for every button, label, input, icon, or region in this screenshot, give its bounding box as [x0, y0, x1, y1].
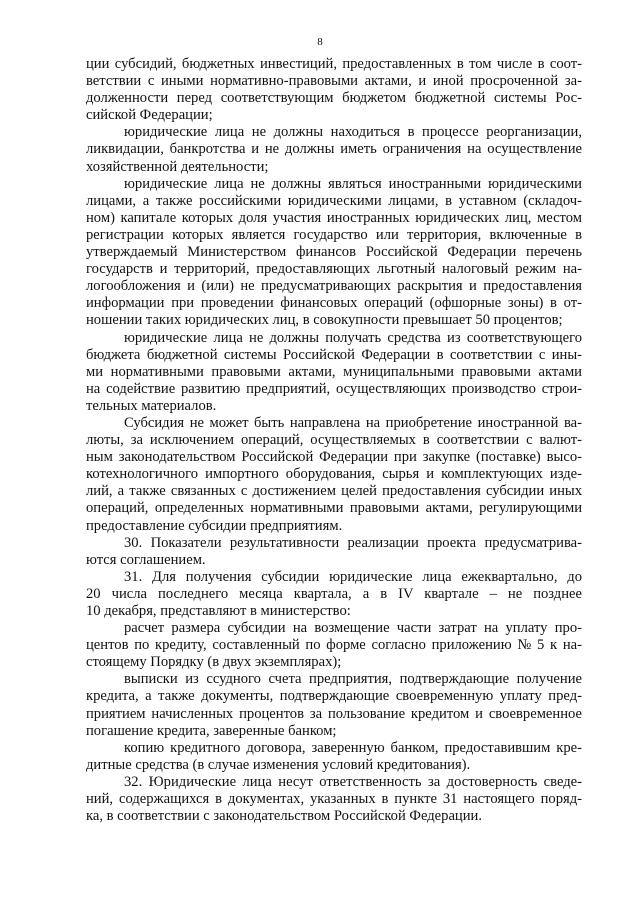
text-line: на содействие развитию предприятий, осуществляющих производство строи- [86, 380, 582, 397]
text-line: лицами, а также российскими юридическими лицами, в уставном (складоч- [86, 192, 582, 209]
text-line: 30. Показатели результативности реализации проекта предусматрива- [124, 534, 582, 551]
text-line: государств и территорий, предоставляющих льготный налоговый режим на- [86, 261, 582, 278]
text-line: юридические лица не должны находиться в процессе реорганизации, [124, 124, 582, 141]
text-line: долженности перед соответствующим бюджетом бюджетной системы Рос- [86, 90, 582, 107]
text-line: приятием начисленных процентов за пользование кредитом и своевременное [86, 705, 582, 722]
text-line: тельных материалов. [86, 397, 217, 414]
text-line: расчет размера субсидии на возмещение части затрат на уплату про- [124, 620, 582, 637]
text-line: хозяйственной деятельности; [86, 158, 269, 175]
text-line: 10 декабря, представляют в министерство: [86, 603, 351, 619]
text-line: ка, в соответствии с законодательством Российской Федерации. [86, 808, 482, 825]
text-line: ветствии с иными нормативно-правовыми актами, и иной просроченной за- [86, 73, 582, 90]
text-line: юридические лица не должны являться иностранными юридическими [124, 175, 582, 192]
text-line: копию кредитного договора, заверенную банком, предоставившим кре- [124, 739, 582, 756]
text-line: выписки из ссудного счета предприятия, подтверждающие получение [124, 671, 582, 688]
text-line: Субсидия не может быть направлена на приобретение иностранной ва- [124, 414, 582, 431]
text-line: ются соглашением. [86, 551, 206, 568]
text-line: ношении таких юридических лиц, в совокупности превышает 50 процентов; [86, 312, 563, 329]
text-line: ции субсидий, бюджетных инвестиций, предоставленных в том числе в соот- [86, 56, 582, 72]
text-line: ном) капитале которых доля участия иностранных юридических лиц, местом [86, 209, 582, 226]
text-line: сийской Федерации; [86, 107, 213, 124]
text-line: ми нормативными правовыми актами, муниципальными правовыми актами [86, 363, 582, 380]
text-line: информации при проведении финансовых операций (офшорные зоны) в от- [86, 295, 582, 312]
text-line: 20 числа последнего месяца квартала, а в IV квартале – не позднее [86, 585, 582, 602]
text-line: логообложения и (или) не предусматривающих раскрытия и предоставления [86, 278, 582, 295]
text-line: ным законодательством Российской Федерации при закупке (поставке) высо- [86, 449, 582, 466]
text-line: юридические лица не должны получать средства из соответствующего [124, 329, 582, 346]
text-line: бюджета бюджетной системы Российской Федерации в соответствии с ины- [86, 346, 582, 363]
text-line: ний, содержащихся в документах, указанных в пункте 31 настоящего поряд- [86, 791, 582, 808]
text-line: люты, за исключением операций, осуществляемых в соответствии с валют- [86, 432, 582, 449]
text-line: операций, определенных нормативными правовыми актами, регулирующими [86, 500, 582, 517]
text-line: ликвидации, банкротства и не должны иметь ограничения на осуществление [86, 141, 582, 158]
text-line: 32. Юридические лица несут ответственность за достоверность сведе- [124, 773, 582, 790]
text-line: утверждаемый Министерством финансов Российской Федерации перечень [86, 244, 582, 261]
text-line: стоящему Порядку (в двух экземплярах); [86, 654, 342, 671]
text-line: регистрации которых является государство или территория, включенные в [86, 226, 582, 243]
document-body [86, 56, 582, 825]
text-line: 31. Для получения субсидии юридические лица ежеквартально, до [124, 568, 582, 585]
text-line: центов по кредиту, составленный по форме согласно приложению № 5 к на- [86, 637, 582, 654]
text-line: лий, а также связанных с достижением целей предоставления субсидии иных [86, 483, 582, 500]
page-number: 8 [317, 36, 323, 48]
text-line: котехнологичного импортного оборудования, сырья и комплектующих изде- [86, 466, 582, 483]
text-line: погашение кредита, заверенные банком; [86, 722, 337, 739]
text-line: кредита, а также документы, подтверждающие своевременную уплату пред- [86, 688, 582, 705]
text-line: дитные средства (в случае изменения условий кредитования). [86, 756, 471, 773]
text-line: предоставление субсидии предприятиям. [86, 517, 343, 534]
